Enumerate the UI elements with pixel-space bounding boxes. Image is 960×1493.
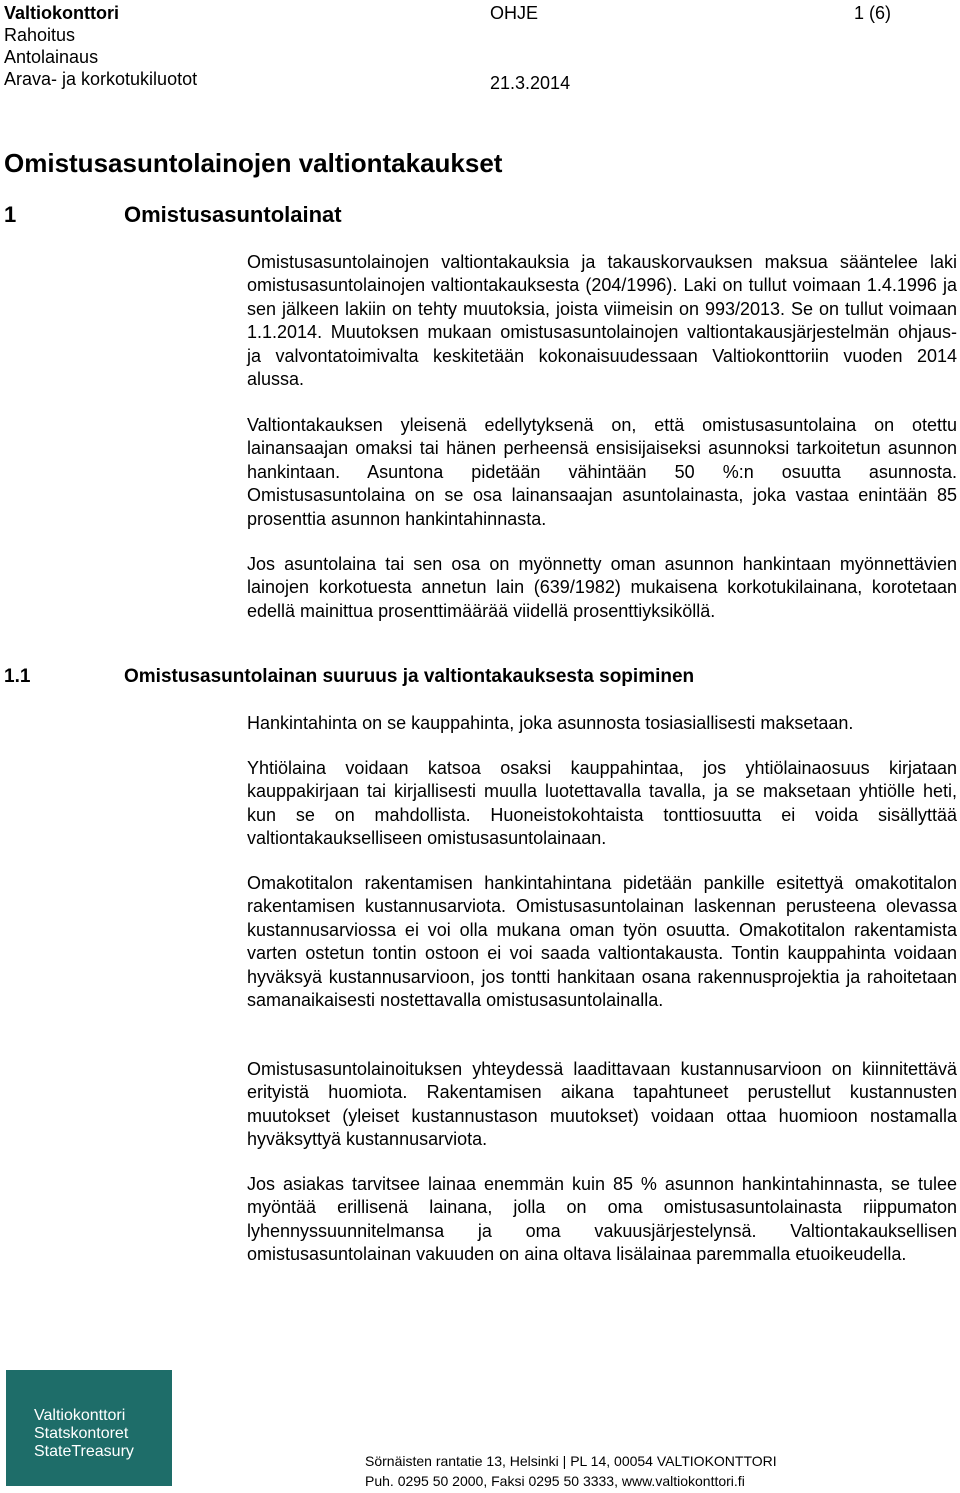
logo-text-english: StateTreasury xyxy=(34,1443,134,1460)
section-1-paragraph-1: Omistusasuntolainojen valtiontakauksia ja takauskorvauksen maksua sääntelee laki omistusasuntolainojen valtiontakauksesta (204/1996). Laki on tullut voimaan 1.4.1996 ja sen jälkeen lakiin on tehty muutoksia, joista viimeisin on 993/2013. Se on tullut voimaan 1.1.2014. Muutoksen mukaan omistusasuntolainojen valtiontakausjärjestelmän ohjaus- ja valvontatoimivalta keskitetään kokonaisuudessaan Valtiokonttoriin vuoden 2014 alussa. xyxy=(247,252,957,390)
footer-address: Sörnäisten rantatie 13, Helsinki | PL 14, 00054 VALTIOKONTTORI xyxy=(365,1453,777,1469)
header-department: Rahoitus xyxy=(4,25,76,45)
section-1-number: 1 xyxy=(4,202,17,227)
section-1-1-paragraph-4: Omistusasuntolainoituksen yhteydessä laadittavaan kustannusarvioon on kiinnitettävä erityistä huomiota. Rakentamisen aikana tapahtuneet perustellut kustannusten muutokset (yleiset kustannustason muutokset) voidaan ottaa huomioon nostamalla hyväksyttyä kustannusarviota. xyxy=(247,1059,957,1150)
section-1-1-paragraph-5: Jos asiakas tarvitsee lainaa enemmän kuin 85 % asunnon hankintahinnasta, se tulee myöntää erillisenä lainana, jolla on oma omistusasuntolainasta riippumaton lyhennyssuunnitelmansa ja oma vakuusjärjestelynsä. Valtiontakauksellisen omistusasuntolainan vakuuden on aina oltava lisälainaa paremmalla etuoikeudella. xyxy=(247,1174,957,1265)
valtiokonttori-logo xyxy=(6,1370,172,1486)
document-title: Omistusasuntolainojen valtiontakaukset xyxy=(4,148,503,178)
header-unit: Antolainaus xyxy=(4,47,99,67)
logo-text-finnish: Valtiokonttori xyxy=(34,1407,126,1424)
section-1-1-number: 1.1 xyxy=(4,666,31,687)
header-doc-type: OHJE xyxy=(490,3,539,23)
logo-text-swedish: Statskontoret xyxy=(34,1425,129,1442)
header-organization: Valtiokonttori xyxy=(4,3,120,23)
section-1-title: Omistusasuntolainat xyxy=(124,202,342,227)
header-page-number: 1 (6) xyxy=(854,3,892,23)
section-1-heading xyxy=(4,202,342,228)
section-1-paragraph-2: Valtiontakauksen yleisenä edellytyksenä on, että omistusasuntolaina on otettu lainansaajan omaksi tai hänen perheensä ensisijaiseksi asunnoksi tarkoitetun asunnon hankintaan. Asuntona pidetään vähintään 50 %:n osuutta asunnosta. Omistusasuntolaina on se osa lainansaajan asuntolainasta, joka vastaa enintään 85 prosenttia asunnon hankintahinnasta. xyxy=(247,415,957,529)
section-1-1-paragraph-1: Hankintahinta on se kauppahinta, joka asunnosta tosiasiallisesti maksetaan. xyxy=(247,713,854,733)
section-1-1-title: Omistusasuntolainan suuruus ja valtiontakauksesta sopiminen xyxy=(124,666,695,687)
section-1-1-paragraph-3: Omakotitalon rakentamisen hankintahintana pidetään pankille esitettyä omakotitalon rakentamisen kustannusarviota. Omistusasuntolainan laskennan perusteena olevassa kustannusarviossa ei voi olla mukana oman työn osuutta. Omakotitalon rakentamista varten ostetun tontin ostoon ei voi saada valtiontakausta. Tontin kauppahinta voidaan hyväksyä kustannusarvioon, jos tontti hankitaan osana rakennusprojektia ja rahoitetaan samanaikaisesti nostettavalla omistusasuntolainalla. xyxy=(247,873,957,1011)
section-1-1-paragraph-2: Yhtiölaina voidaan katsoa osaksi kauppahintaa, jos yhtiölainaosuus kirjataan kauppakirjaan tai kirjallisesti muulla luotettavalla tavalla, ja se maksetaan yhtiölle heti, kun se on mahdollista. Huoneistokohtaista tonttiosuutta ei voida sisällyttää valtiontakaukselliseen omistusasuntolainaan. xyxy=(247,758,957,849)
section-1-1-heading xyxy=(4,666,694,688)
header-left xyxy=(4,2,197,90)
header-date: 21.3.2014 xyxy=(490,73,571,93)
header-subunit: Arava- ja korkotukiluotot xyxy=(4,69,198,89)
footer-contact: Puh. 0295 50 2000, Faksi 0295 50 3333, www.valtiokonttori.fi xyxy=(365,1473,745,1489)
section-1-paragraph-3: Jos asuntolaina tai sen osa on myönnetty oman asunnon hankintaan myönnettävien lainojen korkotuesta annetun lain (639/1982) mukaisena korkotukilainana, korotetaan edellä mainittua prosenttimäärää viidellä prosenttiyksiköllä. xyxy=(247,554,957,621)
